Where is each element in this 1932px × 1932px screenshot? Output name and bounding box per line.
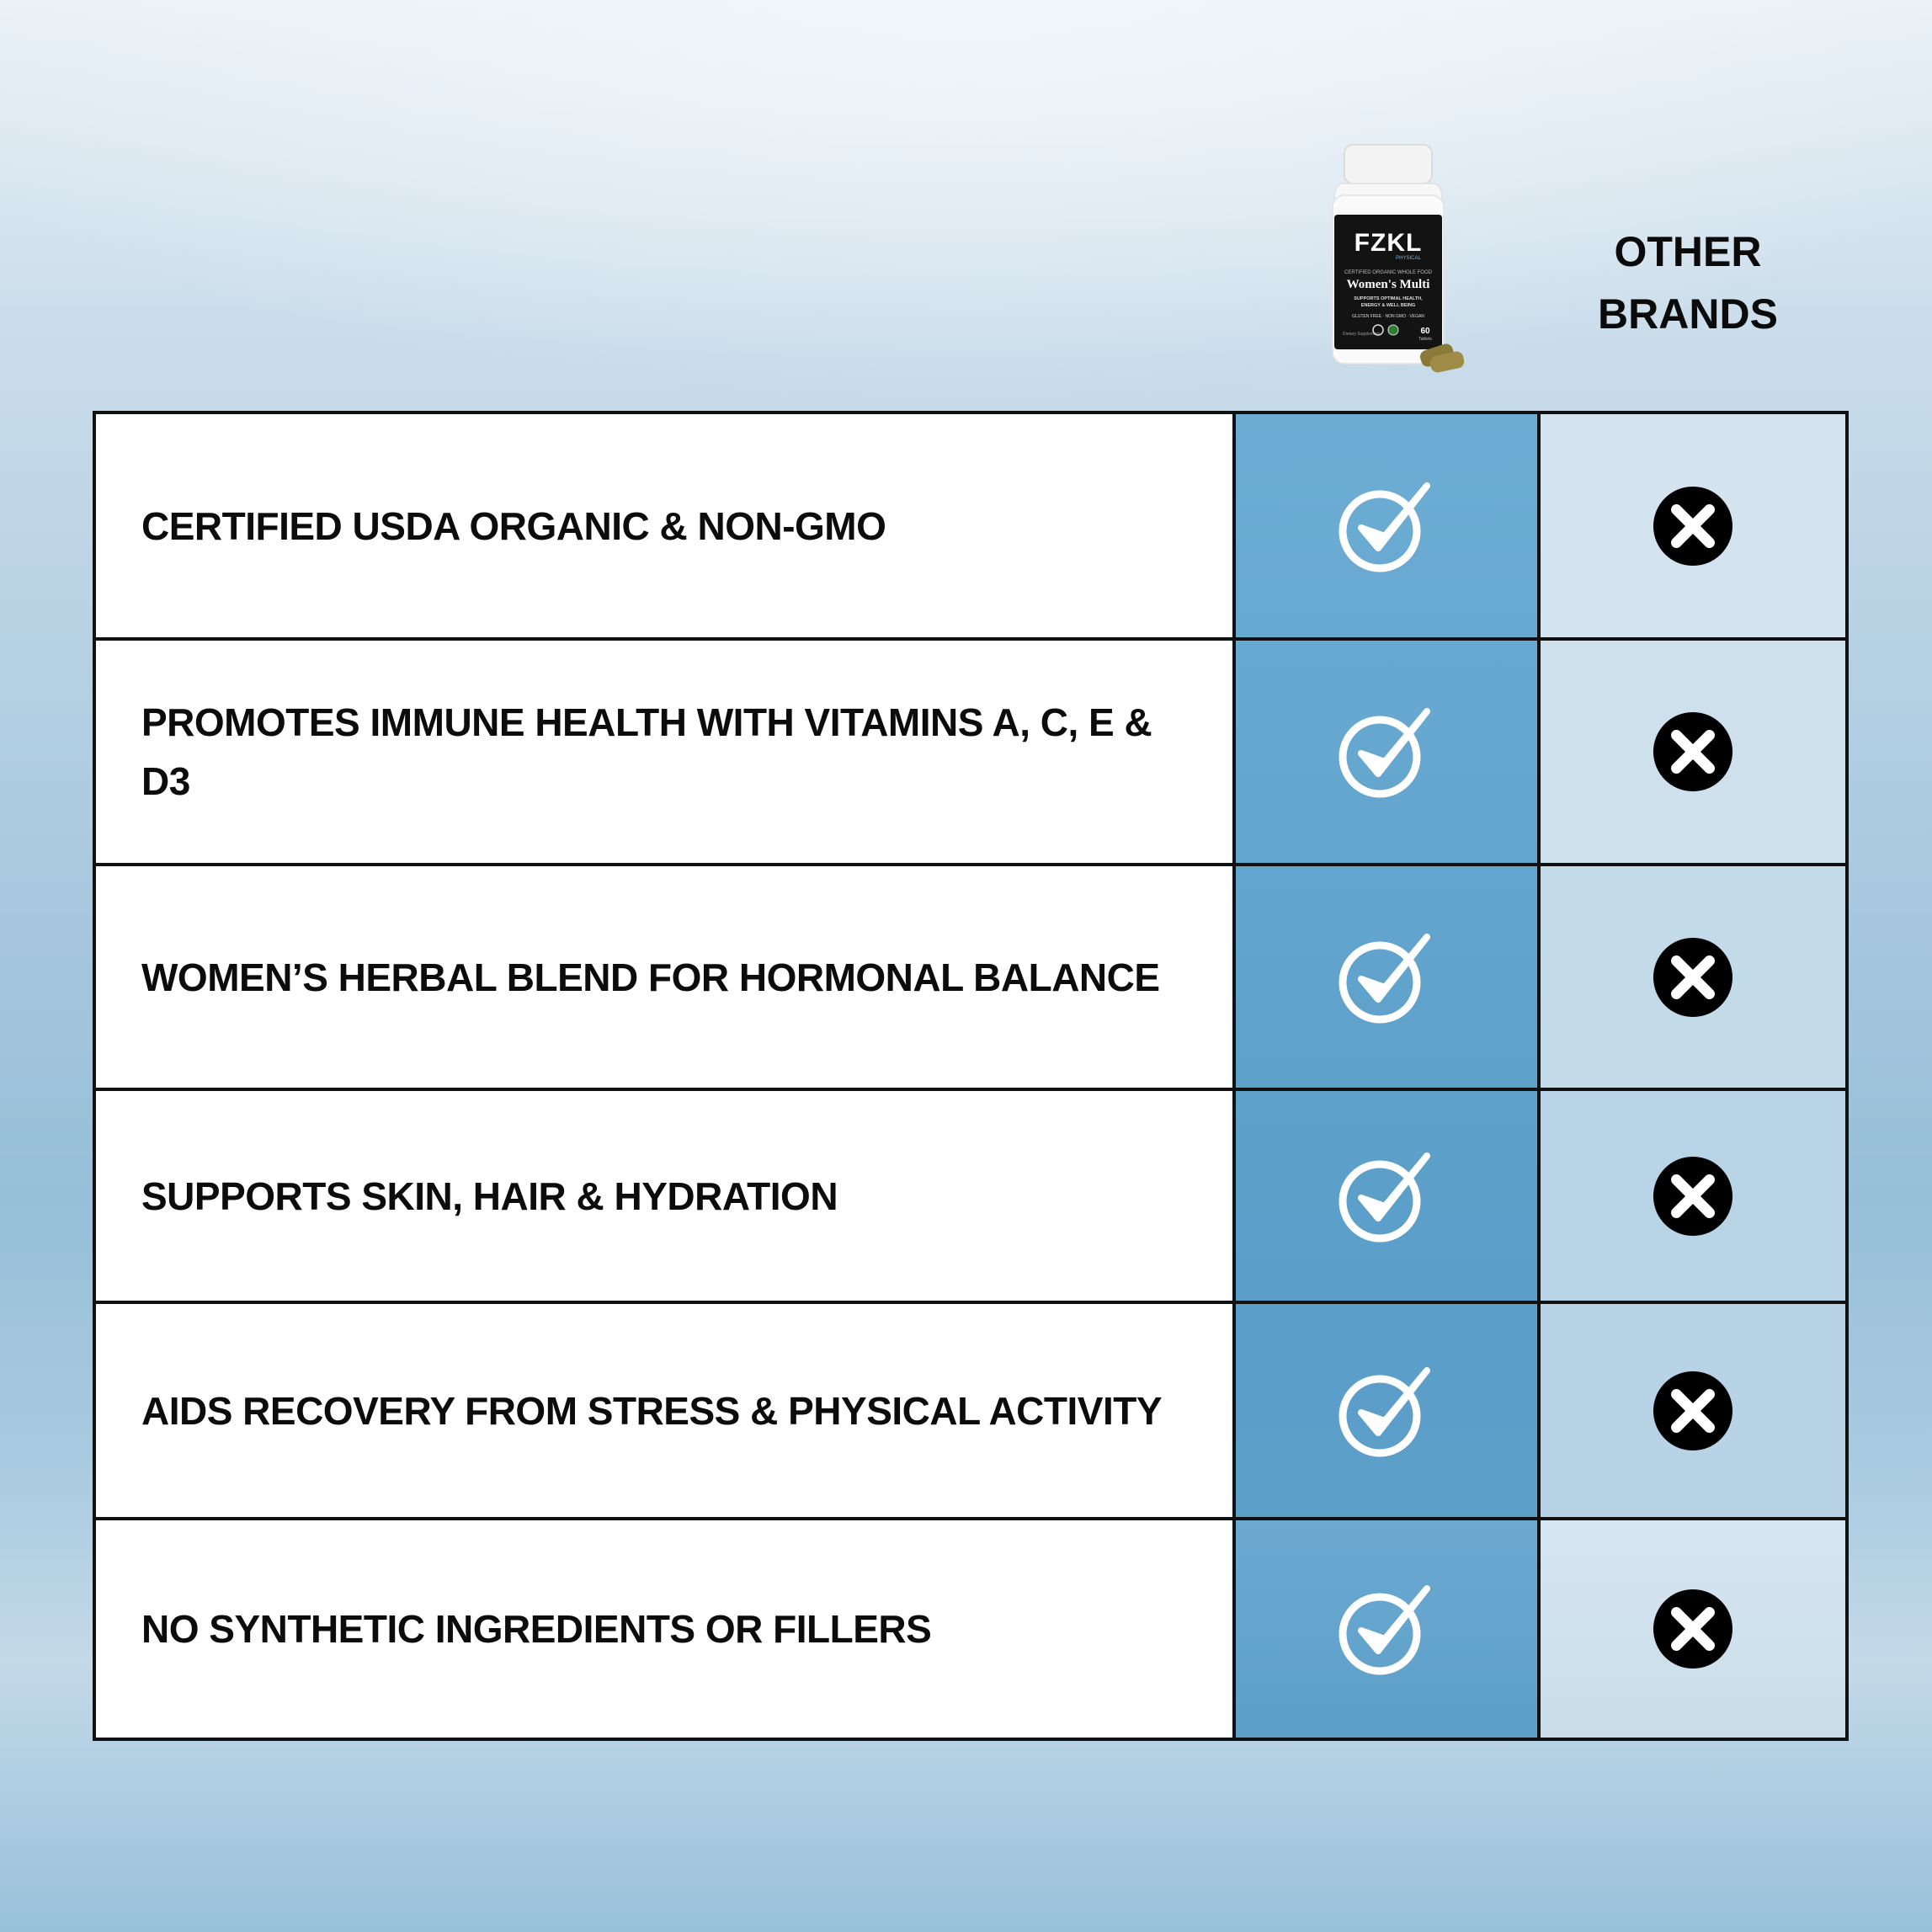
label-tagline-2: ENERGY & WELL BEING [1360, 303, 1416, 308]
label-claims: GLUTEN FREE · NON GMO · VEGAN [1352, 314, 1424, 319]
feature-cell [96, 866, 1236, 1091]
other-brands-cell [1541, 866, 1845, 1091]
check-icon [1336, 701, 1437, 802]
comparison-table [93, 411, 1849, 1741]
ours-cell [1236, 1520, 1541, 1738]
check-icon [1336, 476, 1437, 577]
label-organic-seal-icon [1388, 325, 1398, 335]
feature-cell [96, 1520, 1236, 1738]
label-product-name: Women's Multi [1346, 278, 1430, 291]
label-count: 60 [1420, 327, 1430, 336]
other-brands-cell [1541, 1091, 1845, 1304]
check-icon [1336, 927, 1437, 1028]
ours-cell [1236, 641, 1541, 866]
feature-label: CERTIFIED USDA ORGANIC & NON-GMO [141, 503, 886, 548]
check-icon [1336, 1360, 1437, 1461]
feature-label: PROMOTES IMMUNE HEALTH WITH VITAMINS A, C, E & D3 [141, 700, 1152, 803]
label-tagline-1: SUPPORTS OPTIMAL HEALTH, [1354, 296, 1423, 301]
other-brands-cell [1541, 641, 1845, 866]
check-icon [1336, 1146, 1437, 1247]
feature-cell [96, 641, 1236, 866]
product-bottle-image [1326, 143, 1477, 375]
other-brands-line-1: OTHER [1614, 228, 1762, 275]
other-brands-cell [1541, 414, 1845, 641]
label-line: CERTIFIED ORGANIC WHOLE FOOD [1344, 270, 1432, 275]
feature-cell [96, 1091, 1236, 1304]
other-brands-line-2: BRANDS [1598, 290, 1778, 338]
other-brands-cell [1541, 1304, 1845, 1520]
ours-cell [1236, 1304, 1541, 1520]
label-supplement: Dietary Supplement [1343, 332, 1380, 337]
other-brands-cell [1541, 1520, 1845, 1738]
label-sub-brand: PHYSICAL [1396, 256, 1421, 261]
x-icon [1652, 1155, 1734, 1237]
x-icon [1652, 1588, 1734, 1670]
x-icon [1652, 1370, 1734, 1452]
bottle-cap [1344, 145, 1432, 184]
feature-label: SUPPORTS SKIN, HAIR & HYDRATION [141, 1174, 838, 1218]
ours-cell [1236, 866, 1541, 1091]
label-count-unit: Tablets [1418, 337, 1432, 342]
feature-label: AIDS RECOVERY FROM STRESS & PHYSICAL ACTIVITY [141, 1388, 1162, 1433]
other-brands-heading [1549, 221, 1827, 345]
feature-cell [96, 414, 1236, 641]
ours-cell [1236, 414, 1541, 641]
x-icon [1652, 936, 1734, 1019]
x-icon [1652, 711, 1734, 793]
label-brand: FZKL [1354, 229, 1423, 257]
check-icon [1336, 1578, 1437, 1679]
feature-cell [96, 1304, 1236, 1520]
x-icon [1652, 485, 1734, 567]
ours-cell [1236, 1091, 1541, 1304]
feature-label: WOMEN’S HERBAL BLEND FOR HORMONAL BALANCE [141, 955, 1160, 999]
feature-label: NO SYNTHETIC INGREDIENTS OR FILLERS [141, 1607, 932, 1651]
